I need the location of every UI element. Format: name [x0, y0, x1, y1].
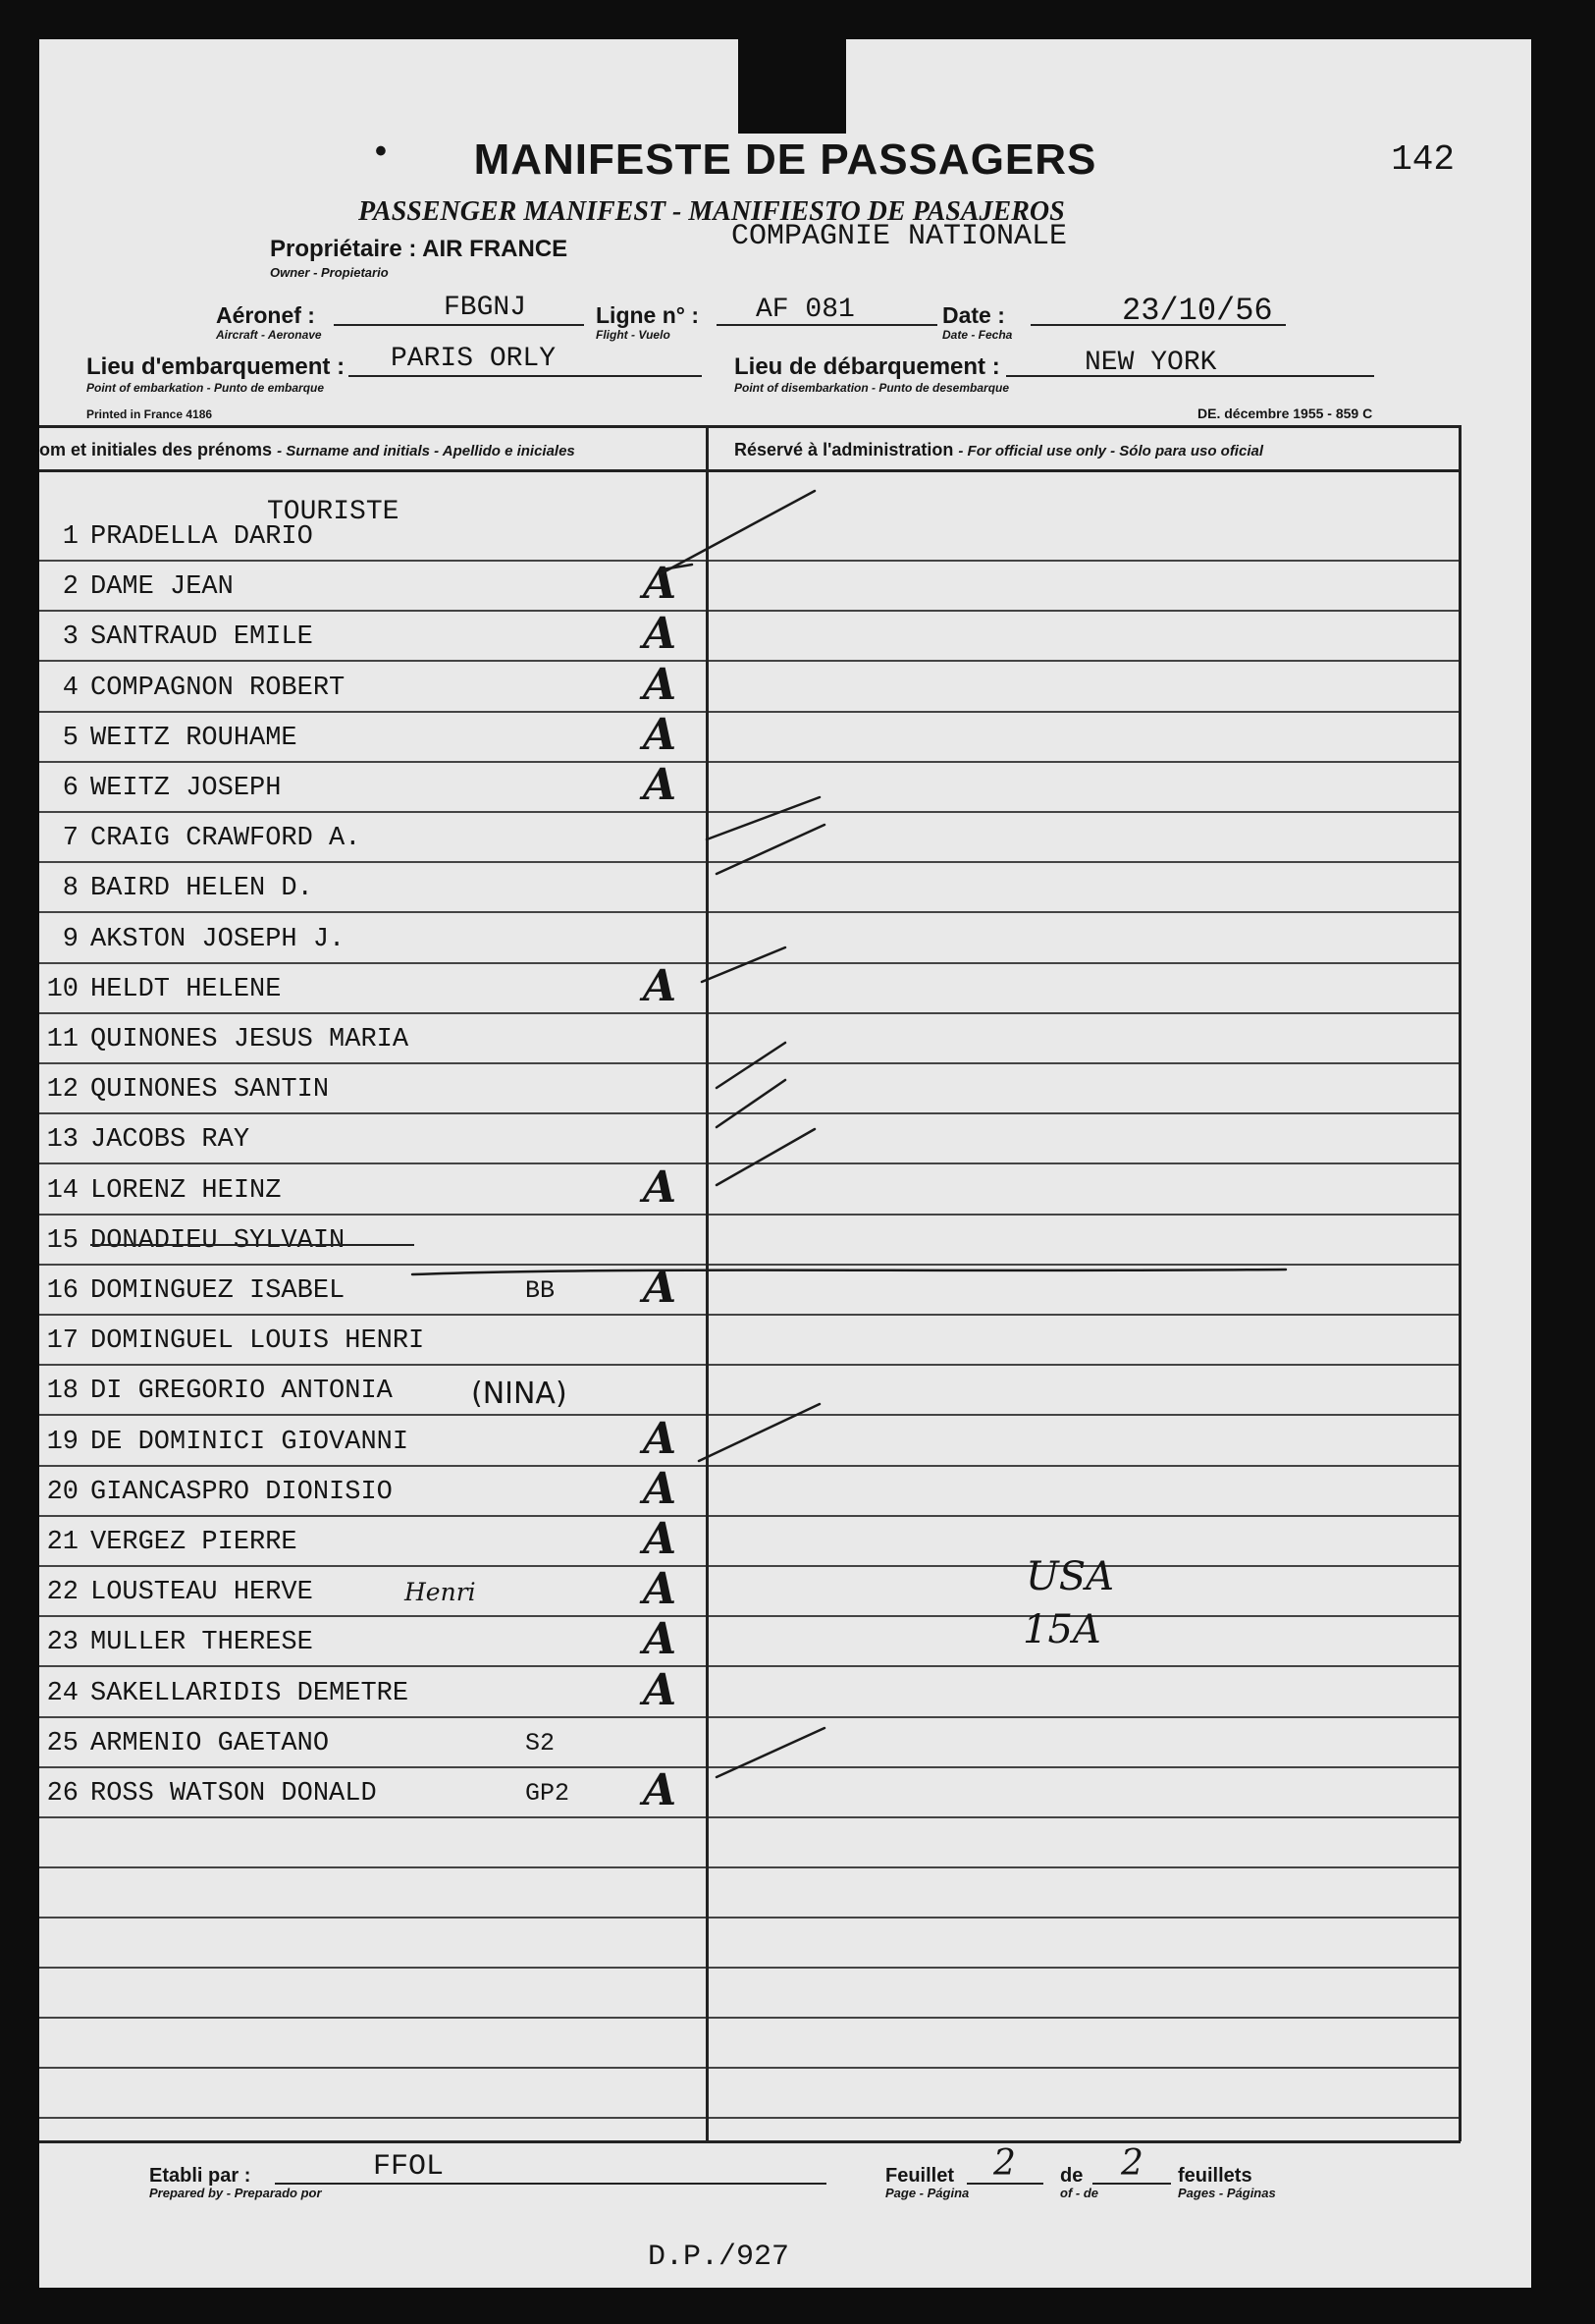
aircraft-sub: Aircraft - Aeronave	[216, 328, 322, 342]
date-sub: Date - Fecha	[942, 328, 1013, 342]
passenger-number: 11	[46, 1025, 79, 1054]
passenger-annotation: Henri	[404, 1578, 476, 1606]
admin-mark: A	[643, 1665, 677, 1715]
passenger-annotation: S2	[525, 1729, 556, 1757]
admin-mark: A	[643, 1263, 677, 1313]
passenger-name: PRADELLA DARIO	[90, 522, 313, 552]
passenger-number: 25	[46, 1729, 79, 1758]
passenger-number: 16	[46, 1276, 79, 1306]
owner-label: Propriétaire : AIR FRANCE	[270, 236, 568, 262]
passenger-number: 1	[62, 522, 79, 552]
passenger-number: 19	[46, 1428, 79, 1457]
passenger-name: WEITZ ROUHAME	[90, 724, 297, 753]
passenger-number: 8	[62, 874, 79, 903]
passenger-number: 24	[46, 1679, 79, 1708]
passenger-number: 5	[62, 724, 79, 753]
passenger-name: ARMENIO GAETANO	[90, 1729, 330, 1758]
passenger-name: LORENZ HEINZ	[90, 1176, 282, 1206]
passenger-name: ROSS WATSON DONALD	[90, 1779, 377, 1809]
passenger-annotation: BB	[525, 1276, 556, 1305]
flight-value: AF 081	[756, 295, 855, 325]
prepared-value: FFOL	[373, 2150, 445, 2184]
admin-mark: A	[643, 1765, 677, 1815]
disembark-sub: Point of disembarkation - Punto de desembarque	[734, 381, 1010, 395]
admin-note-15a: 15A	[1023, 1607, 1101, 1652]
passenger-number: 22	[46, 1578, 79, 1607]
passenger-name: DOMINGUEL LOUIS HENRI	[90, 1326, 425, 1356]
admin-mark: A	[643, 710, 677, 760]
passenger-number: 3	[62, 622, 79, 652]
check-marks	[39, 39, 1531, 2288]
owner-sub: Owner - Propietario	[270, 265, 389, 280]
passenger-name: SANTRAUD EMILE	[90, 622, 313, 652]
admin-mark: A	[643, 559, 677, 609]
passenger-name: AKSTON JOSEPH J.	[90, 925, 346, 954]
passenger-name: CRAIG CRAWFORD A.	[90, 824, 361, 853]
passenger-name: DAME JEAN	[90, 572, 234, 602]
passenger-number: 12	[46, 1075, 79, 1105]
admin-mark: A	[643, 1514, 677, 1564]
passenger-number: 14	[46, 1176, 79, 1206]
subtitle: PASSENGER MANIFEST - MANIFIESTO DE PASAJEROS	[358, 196, 1065, 227]
passenger-number: 23	[46, 1628, 79, 1657]
title-bullet: •	[375, 133, 387, 170]
passenger-annotation: GP2	[525, 1779, 570, 1808]
flight-label: Ligne n° :	[596, 302, 700, 328]
of-sub: of - de	[1060, 2186, 1098, 2200]
date-label: Date :	[942, 302, 1005, 328]
sheet-value: 2	[993, 2143, 1016, 2184]
passenger-name: WEITZ JOSEPH	[90, 774, 282, 803]
passenger-number: 4	[62, 674, 79, 703]
prepared-sub: Prepared by - Preparado por	[149, 2186, 322, 2200]
passenger-number: 17	[46, 1326, 79, 1356]
aircraft-label: Aéronef :	[216, 302, 315, 328]
passenger-number: 15	[46, 1226, 79, 1256]
passenger-number: 21	[46, 1528, 79, 1557]
printed-note: Printed in France 4186	[86, 407, 213, 421]
total-sheets-value: 2	[1121, 2143, 1143, 2184]
admin-note-usa: USA	[1026, 1554, 1114, 1599]
page-title: MANIFESTE DE PASSAGERS	[473, 135, 1097, 184]
admin-mark: A	[643, 660, 677, 710]
aircraft-value: FBGNJ	[444, 293, 527, 323]
admin-mark: A	[643, 1414, 677, 1464]
passenger-name: JACOBS RAY	[90, 1125, 250, 1155]
passenger-number: 20	[46, 1478, 79, 1507]
embark-value: PARIS ORLY	[391, 344, 557, 374]
passenger-number: 18	[46, 1377, 79, 1406]
sheets-sub: Pages - Páginas	[1178, 2186, 1276, 2200]
compagnie-stamp: COMPAGNIE NATIONALE	[731, 220, 1068, 253]
form-reference: DE. décembre 1955 - 859 C	[1197, 405, 1373, 421]
sheets-label: feuillets	[1178, 2165, 1252, 2187]
disembark-value: NEW YORK	[1085, 348, 1217, 378]
admin-mark: A	[643, 1162, 677, 1213]
passenger-annotation: (NINA)	[471, 1377, 567, 1411]
passenger-name: VERGEZ PIERRE	[90, 1528, 297, 1557]
passenger-name: SAKELLARIDIS DEMETRE	[90, 1679, 409, 1708]
manifest-sheet	[39, 39, 1531, 2288]
admin-mark: A	[643, 609, 677, 659]
passenger-name: COMPAGNON ROBERT	[90, 674, 346, 703]
passenger-name: MULLER THERESE	[90, 1628, 313, 1657]
prepared-label: Etabli par :	[149, 2165, 251, 2187]
page-number: 142	[1391, 139, 1455, 180]
admin-mark: A	[643, 1464, 677, 1514]
passenger-number: 7	[62, 824, 79, 853]
passenger-name: BAIRD HELEN D.	[90, 874, 313, 903]
admin-mark: A	[643, 760, 677, 810]
admin-column-header: Réservé à l'administration - For official use only - Sólo para uso oficial	[734, 440, 1263, 459]
names-column-header: om et initiales des prénoms - Surname and initials - Apellido e iniciales	[39, 440, 575, 459]
passenger-name: LOUSTEAU HERVE	[90, 1578, 313, 1607]
of-label: de	[1060, 2165, 1084, 2187]
passenger-number: 26	[46, 1779, 79, 1809]
admin-mark: A	[643, 961, 677, 1011]
section-touriste: TOURISTE	[267, 497, 399, 527]
document-reference: D.P./927	[648, 2241, 790, 2274]
passenger-name: DE DOMINICI GIOVANNI	[90, 1428, 409, 1457]
passenger-number: 13	[46, 1125, 79, 1155]
passenger-name: QUINONES JESUS MARIA	[90, 1025, 409, 1054]
passenger-name: QUINONES SANTIN	[90, 1075, 330, 1105]
date-value: 23/10/56	[1122, 293, 1273, 329]
sheet-sub: Page - Página	[885, 2186, 970, 2200]
passenger-name: GIANCASPRO DIONISIO	[90, 1478, 393, 1507]
flight-sub: Flight - Vuelo	[596, 328, 670, 342]
admin-mark: A	[643, 1614, 677, 1664]
passenger-name: HELDT HELENE	[90, 975, 282, 1004]
sheet-label: Feuillet	[885, 2165, 955, 2187]
embark-label: Lieu d'embarquement :	[86, 353, 346, 380]
disembark-label: Lieu de débarquement :	[734, 353, 1000, 380]
passenger-number: 2	[62, 572, 79, 602]
passenger-number: 9	[62, 925, 79, 954]
passenger-name: DI GREGORIO ANTONIA	[90, 1377, 393, 1406]
passenger-number: 6	[62, 774, 79, 803]
admin-mark: A	[643, 1564, 677, 1614]
passenger-name: DONADIEU SYLVAIN	[90, 1226, 346, 1256]
passenger-name: DOMINGUEZ ISABEL	[90, 1276, 346, 1306]
embark-sub: Point of embarkation - Punto de embarque	[86, 381, 325, 395]
passenger-number: 10	[46, 975, 79, 1004]
